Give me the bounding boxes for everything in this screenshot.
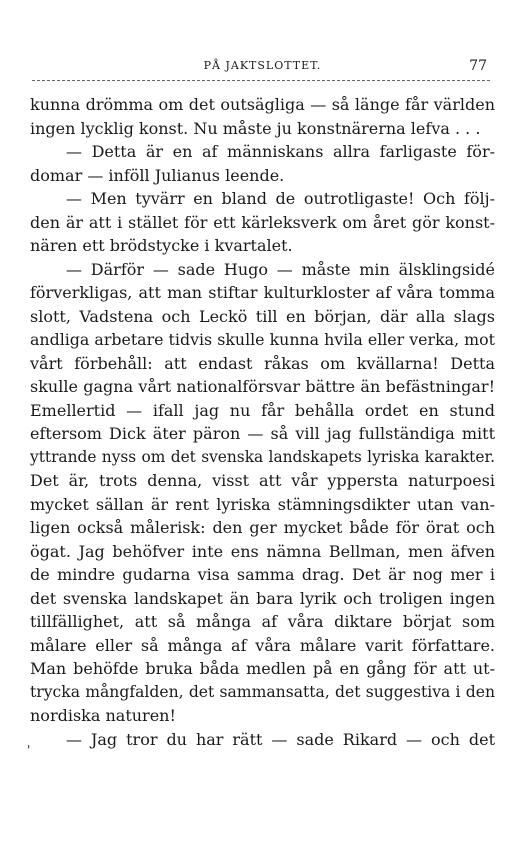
text-line: mycket sällan är rent lyriska stämningsdikter utan van- [30,494,495,514]
text-line: tillfällighet, att så många af våra diktare börjat som [30,612,495,631]
running-title: PÅ JAKTSLOTTET. [203,59,322,72]
text-line: nordiska naturen! [30,706,176,725]
text-line: — Men tyvärr en bland de outrotligaste! Och följ- [66,189,495,208]
text-line: ligen också målerisk: den ger mycket både för örat och [30,518,495,537]
body-text [30,93,495,751]
text-line: det svenska landskapet än bara lyrik och troligen ingen [30,588,495,608]
text-line: skulle gagna vårt nationalförsvar bättre än befästningar! [30,377,495,396]
text-line: kunna drömma om det outsägliga — så länge får världen [30,95,495,114]
text-line: förverkligas, att man stiftar kulturkloster af våra tomma [30,283,495,302]
stray-print-mark: ' [27,743,31,757]
page-number: 77 [469,58,487,74]
text-line: trycka mångfalden, det sammansatta, det suggestiva i den [30,682,495,701]
running-head [30,57,495,75]
text-line: vårt förbehåll: att endast råkas om kvällarna! Detta [30,353,495,373]
text-line: domar — inföll Julianus leende. [30,165,285,185]
text-line: yttrande nyss om det svenska landskapets lyriska karakter. [30,447,495,466]
text-line: slott, Vadstena och Leckö till en början, där alla slags [30,306,495,326]
text-line: målare eller så många af våra målare varit författare. [30,635,495,655]
text-line: ögat. Jag behöfver inte ens nämna Bellman, men äfven [30,541,495,561]
text-line: de mindre gudarna visa samma drag. Det är nog mer i [30,565,495,584]
text-line: nären ett brödstycke i kvartalet. [30,236,293,255]
text-line: Man behöfde bruka båda medlen på en gång för att ut- [30,659,495,678]
text-line: andliga arbetare tidvis skulle kunna hvila eller verka, mot [30,330,495,349]
text-line: — Därför — sade Hugo — måste min älsklingsidé [66,259,495,279]
text-line: — Detta är en af människans allra farligaste för- [66,142,495,161]
header-rule [32,80,490,81]
text-line: — Jag tror du har rätt — sade Rikard — och det [66,729,495,749]
book-page [27,0,495,846]
text-line: eftersom Dick äter päron — så vill jag fullständiga mitt [30,424,495,443]
text-line: den är att i stället för ett kärleksverk om året gör konst- [30,212,495,232]
text-line: Det är, trots denna, visst att vår yppersta naturpoesi [30,471,495,490]
text-line: ingen lycklig konst. Nu måste ju konstnärerna lefva . . . [30,118,481,138]
text-line: Emellertid — ifall jag nu får behålla ordet en stund [30,400,495,420]
